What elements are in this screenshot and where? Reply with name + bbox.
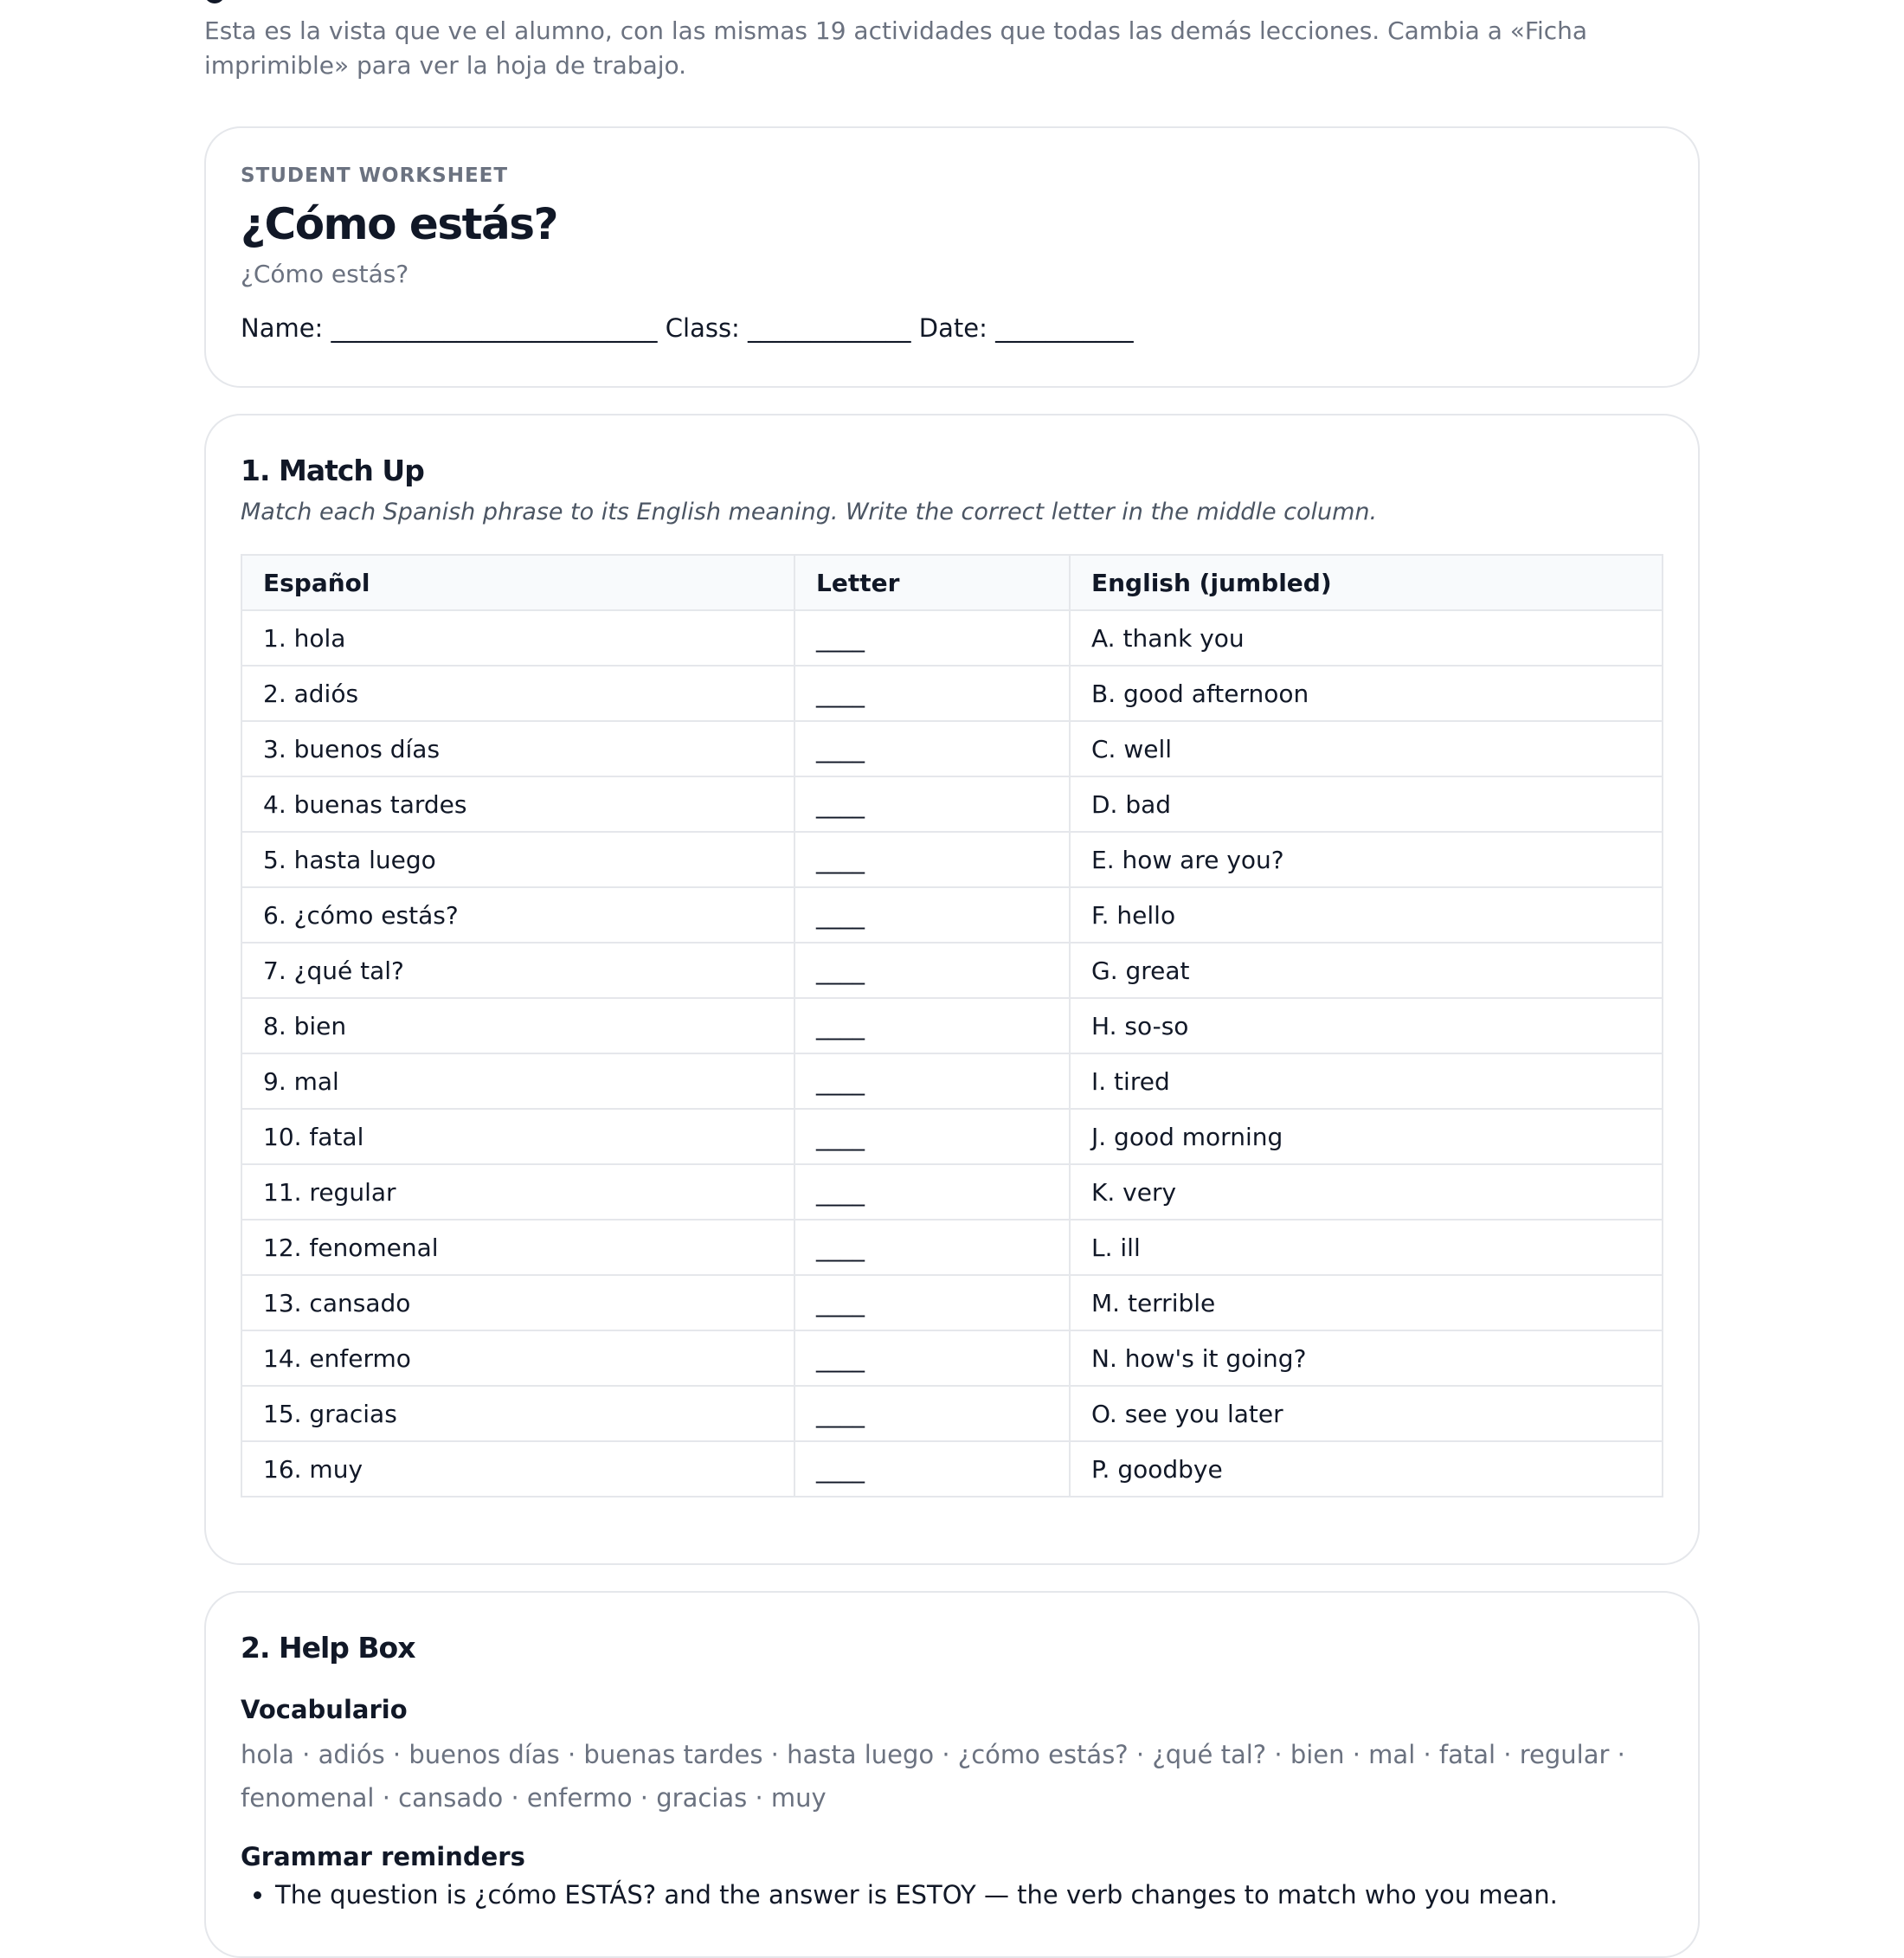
english-meaning: P. goodbye <box>1070 1441 1663 1497</box>
english-meaning: D. bad <box>1070 776 1663 832</box>
match-up-card <box>204 414 1700 1565</box>
english-meaning: C. well <box>1070 721 1663 776</box>
spanish-phrase: 10. fatal <box>241 1109 794 1164</box>
letter-blank[interactable]: ____ <box>794 1053 1070 1109</box>
intro-text: Esta es la vista que ve el alumno, con las mismas 19 actividades que todas las demás lecciones. Cambia a «Ficha imprimible» para ver la hoja de trabajo. <box>204 16 1588 80</box>
match-up-table <box>241 554 1663 1497</box>
spanish-phrase: 12. fenomenal <box>241 1220 794 1275</box>
english-meaning: O. see you later <box>1070 1386 1663 1441</box>
english-meaning: J. good morning <box>1070 1109 1663 1164</box>
table-row <box>241 610 1663 666</box>
spanish-phrase: 8. bien <box>241 998 794 1053</box>
letter-blank[interactable]: ____ <box>794 776 1070 832</box>
table-row <box>241 721 1663 776</box>
header-english: English (jumbled) <box>1070 555 1663 610</box>
spanish-phrase: 16. muy <box>241 1441 794 1497</box>
letter-blank[interactable]: ____ <box>794 1220 1070 1275</box>
spanish-phrase: 15. gracias <box>241 1386 794 1441</box>
letter-blank[interactable]: ____ <box>794 610 1070 666</box>
spanish-phrase: 7. ¿qué tal? <box>241 943 794 998</box>
table-row <box>241 887 1663 943</box>
letter-blank[interactable]: ____ <box>794 1109 1070 1164</box>
table-header-row <box>241 555 1663 610</box>
english-meaning: F. hello <box>1070 887 1663 943</box>
worksheet-subtitle: ¿Cómo estás? <box>241 260 409 288</box>
student-info-line: Name: __________________________ Class: _____________ Date: ___________ <box>241 313 1134 343</box>
letter-blank[interactable]: ____ <box>794 721 1070 776</box>
grammar-heading: Grammar reminders <box>241 1842 525 1871</box>
table-row <box>241 1275 1663 1330</box>
spanish-phrase: 13. cansado <box>241 1275 794 1330</box>
table-row <box>241 943 1663 998</box>
letter-blank[interactable]: ____ <box>794 943 1070 998</box>
spanish-phrase: 4. buenas tardes <box>241 776 794 832</box>
table-row <box>241 1053 1663 1109</box>
spanish-phrase: 5. hasta luego <box>241 832 794 887</box>
page-heading-fragment <box>204 0 225 3</box>
match-up-title: 1. Match Up <box>241 454 424 487</box>
english-meaning: K. very <box>1070 1164 1663 1220</box>
vocab-heading: Vocabulario <box>241 1695 408 1724</box>
grammar-item: • The question is ¿cómo ESTÁS? and the answer is ESTOY — the verb changes to match who you mean. <box>275 1880 1695 1910</box>
grammar-list <box>241 1880 1695 1910</box>
vocab-list: hola · adiós · buenos días · buenas tardes · hasta luego · ¿cómo estás? · ¿qué tal? · bien · mal · fatal · regular · fenomenal · cansado · enfermo · gracias · muy <box>241 1740 1625 1813</box>
table-row <box>241 1220 1663 1275</box>
letter-blank[interactable]: ____ <box>794 1330 1070 1386</box>
english-meaning: A. thank you <box>1070 610 1663 666</box>
table-row <box>241 998 1663 1053</box>
match-up-instructions: Match each Spanish phrase to its English meaning. Write the correct letter in the middle column. <box>241 499 1378 525</box>
letter-blank[interactable]: ____ <box>794 666 1070 721</box>
table-row <box>241 1109 1663 1164</box>
letter-blank[interactable]: ____ <box>794 832 1070 887</box>
english-meaning: E. how are you? <box>1070 832 1663 887</box>
match-up-rows <box>241 610 1663 1497</box>
letter-blank[interactable]: ____ <box>794 887 1070 943</box>
english-meaning: L. ill <box>1070 1220 1663 1275</box>
spanish-phrase: 3. buenos días <box>241 721 794 776</box>
spanish-phrase: 1. hola <box>241 610 794 666</box>
letter-blank[interactable]: ____ <box>794 1275 1070 1330</box>
table-row <box>241 1386 1663 1441</box>
table-row <box>241 1164 1663 1220</box>
english-meaning: M. terrible <box>1070 1275 1663 1330</box>
header-letter: Letter <box>794 555 1070 610</box>
english-meaning: N. how's it going? <box>1070 1330 1663 1386</box>
table-row <box>241 1330 1663 1386</box>
header-espanol: Español <box>241 555 794 610</box>
table-row <box>241 832 1663 887</box>
letter-blank[interactable]: ____ <box>794 1441 1070 1497</box>
spanish-phrase: 14. enfermo <box>241 1330 794 1386</box>
english-meaning: I. tired <box>1070 1053 1663 1109</box>
worksheet-eyebrow: STUDENT WORKSHEET <box>241 164 509 187</box>
english-meaning: B. good afternoon <box>1070 666 1663 721</box>
worksheet-title: ¿Cómo estás? <box>241 199 557 249</box>
table-row <box>241 776 1663 832</box>
letter-blank[interactable]: ____ <box>794 1386 1070 1441</box>
letter-blank[interactable]: ____ <box>794 998 1070 1053</box>
help-box-title: 2. Help Box <box>241 1631 415 1665</box>
english-meaning: G. great <box>1070 943 1663 998</box>
spanish-phrase: 9. mal <box>241 1053 794 1109</box>
table-row <box>241 666 1663 721</box>
spanish-phrase: 2. adiós <box>241 666 794 721</box>
english-meaning: H. so-so <box>1070 998 1663 1053</box>
worksheet-header-card <box>204 126 1700 388</box>
spanish-phrase: 6. ¿cómo estás? <box>241 887 794 943</box>
table-row <box>241 1441 1663 1497</box>
letter-blank[interactable]: ____ <box>794 1164 1070 1220</box>
help-box-card <box>204 1591 1700 1958</box>
spanish-phrase: 11. regular <box>241 1164 794 1220</box>
